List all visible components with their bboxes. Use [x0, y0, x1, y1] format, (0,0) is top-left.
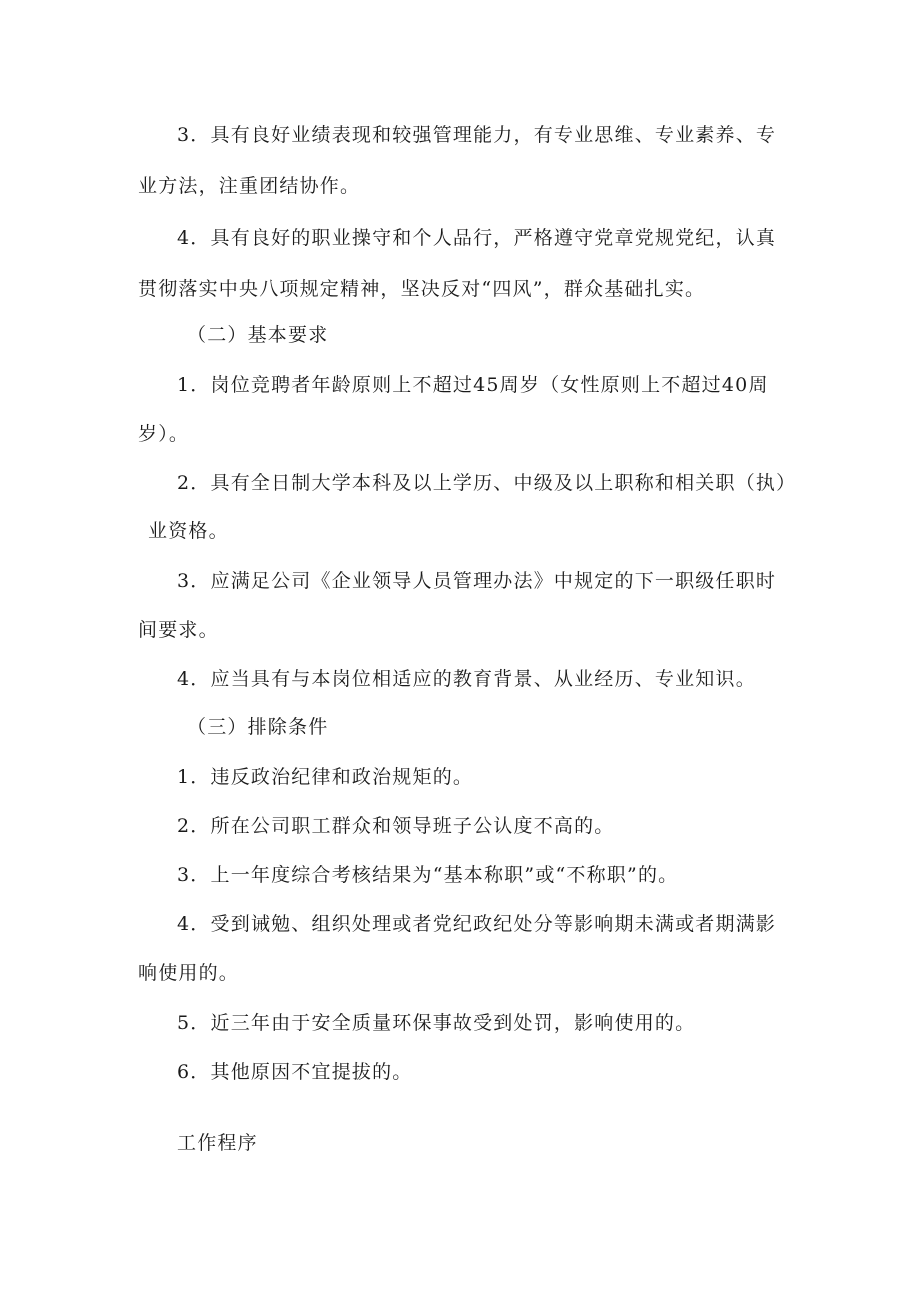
text-line-16: 3．上一年度综合考核结果为“基本称职”或“不称职”的。: [177, 864, 679, 886]
text-line-15: 2．所在公司职工群众和领导班子公认度不高的。: [177, 815, 615, 837]
text-line-10: 3．应满足公司《企业领导人员管理办法》中规定的下一职级任职时: [177, 570, 777, 592]
text-line-4: 贯彻落实中央八项规定精神，坚决反对“四风”，群众基础扎实。: [138, 278, 706, 300]
text-line-14: 1．违反政治纪律和政治规矩的。: [177, 766, 474, 788]
text-line-17: 4．受到诫勉、组织处理或者党纪政纪处分等影响期未满或者期满影: [177, 913, 777, 935]
text-line-2: 业方法，注重团结协作。: [138, 175, 361, 197]
text-line-8: 2．具有全日制大学本科及以上学历、中级及以上职称和相关职（执）: [177, 472, 797, 494]
text-line-18: 响使用的。: [138, 962, 240, 984]
text-line-11: 间要求。: [138, 619, 219, 641]
text-line-9: 业资格。: [148, 520, 229, 542]
text-line-20: 6．其他原因不宜提拔的。: [177, 1061, 413, 1083]
text-line-3: 4．具有良好的职业操守和个人品行，严格遵守党章党规党纪，认真: [177, 227, 777, 249]
text-line-7: 岁）。: [138, 423, 190, 445]
section-heading-exclusion-conditions: （三）排除条件: [187, 716, 329, 738]
text-line-1: 3．具有良好业绩表现和较强管理能力，有专业思维、专业素养、专: [177, 124, 777, 146]
section-heading-basic-requirements: （二）基本要求: [187, 324, 329, 346]
section-heading-work-procedure: 工作程序: [177, 1132, 258, 1154]
text-line-12: 4．应当具有与本岗位相适应的教育背景、从业经历、专业知识。: [177, 668, 756, 690]
text-line-6: 1．岗位竞聘者年龄原则上不超过45周岁（女性原则上不超过40周: [177, 374, 769, 396]
text-line-19: 5．近三年由于安全质量环保事故受到处罚，影响使用的。: [177, 1012, 696, 1034]
